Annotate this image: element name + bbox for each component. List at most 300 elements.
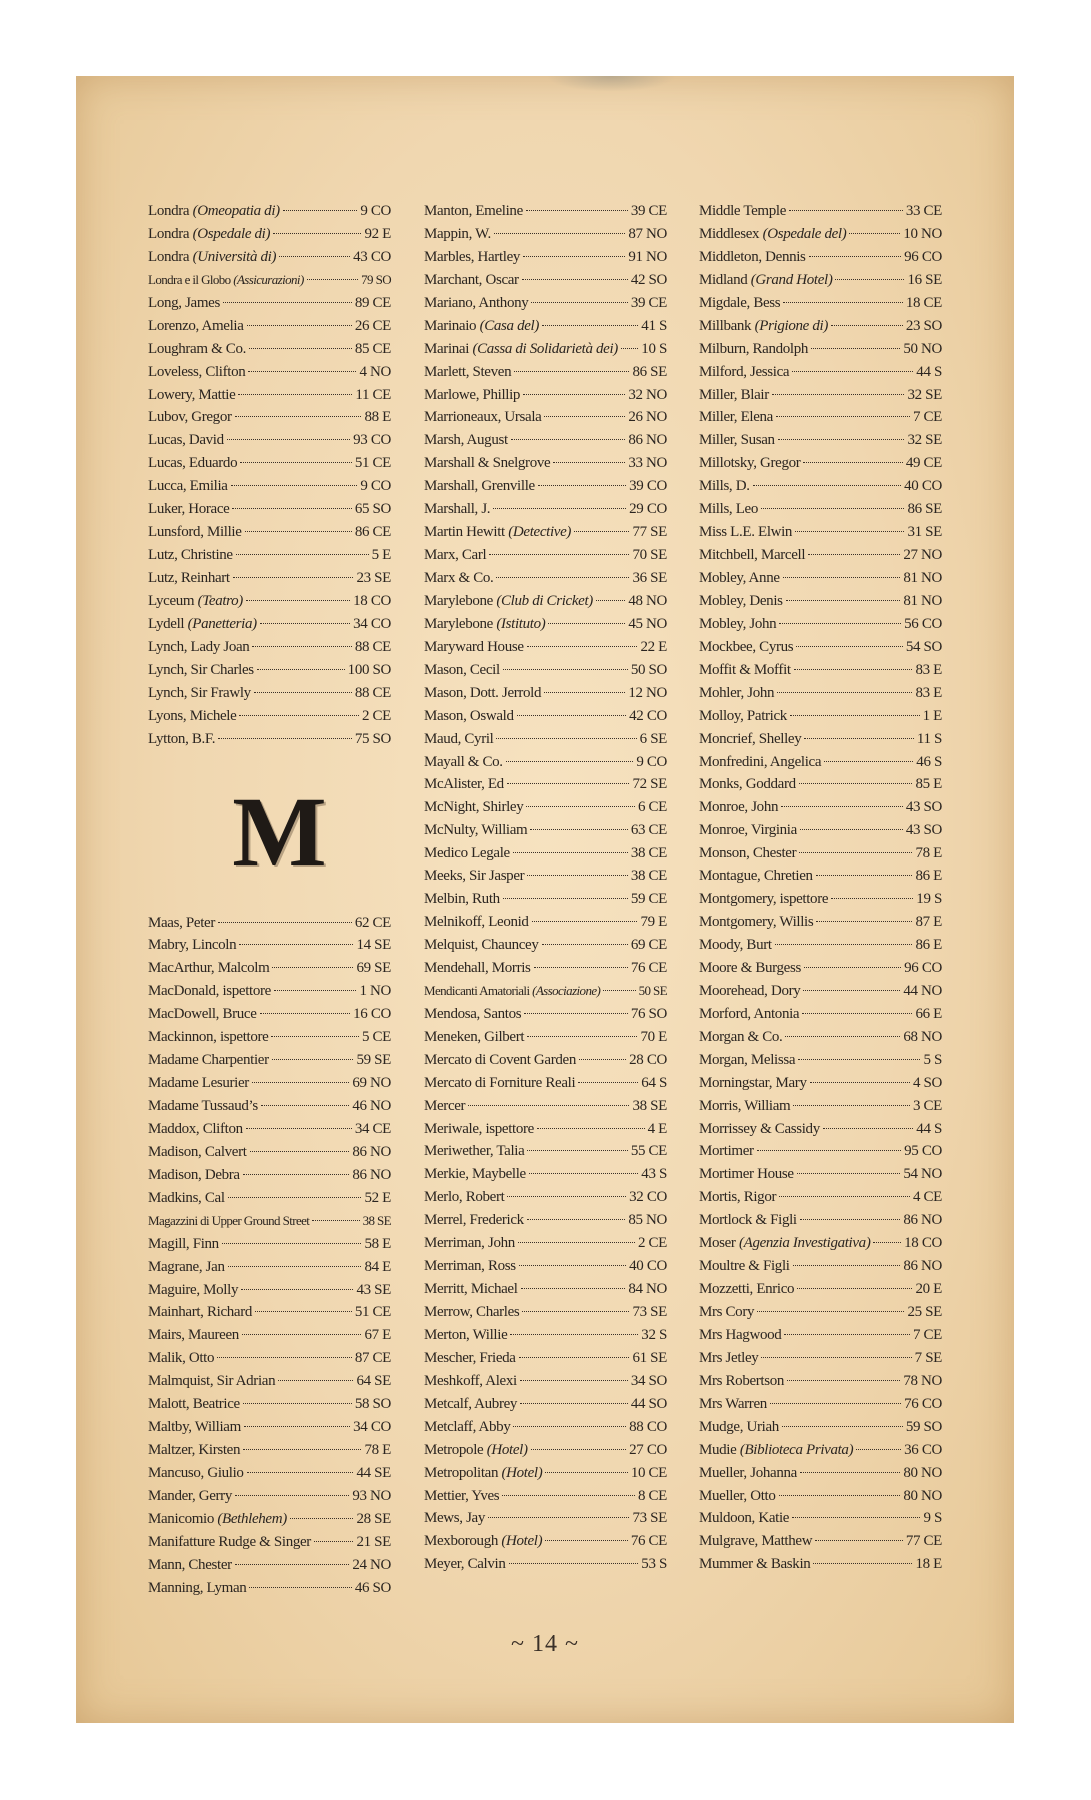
index-entry xyxy=(148,659,391,682)
entry-name-text: Maas, Peter xyxy=(148,914,215,931)
entry-reference: 88 CE xyxy=(354,638,391,655)
index-entry xyxy=(424,613,667,636)
entry-reference: 52 E xyxy=(364,1189,391,1206)
entry-name xyxy=(424,1553,506,1576)
entry-name-text: McAlister, Ed xyxy=(424,776,504,793)
entry-name-text: Metropolitan xyxy=(424,1464,502,1481)
entry-name xyxy=(699,865,813,888)
entry-name xyxy=(699,773,796,796)
index-entry xyxy=(699,842,942,865)
index-entry xyxy=(699,1530,942,1553)
entry-reference: 93 CO xyxy=(353,432,391,449)
index-entry xyxy=(699,1485,942,1508)
entry-name xyxy=(424,911,529,934)
dot-leader xyxy=(808,554,900,555)
page-number: ~ 14 ~ xyxy=(511,1631,579,1657)
entry-name xyxy=(148,1462,244,1485)
entry-name xyxy=(424,567,493,590)
entry-reference: 78 E xyxy=(364,1442,391,1459)
entry-name-text: Merton, Willie xyxy=(424,1326,508,1343)
index-entry xyxy=(148,292,391,315)
entry-name-text: Mills, D. xyxy=(699,478,750,495)
dot-leader xyxy=(503,898,628,899)
entry-name xyxy=(699,819,797,842)
entry-name xyxy=(699,200,786,223)
entry-name-text: McNulty, William xyxy=(424,822,528,839)
index-entry xyxy=(699,246,942,269)
entry-reference: 84 NO xyxy=(628,1281,667,1298)
dot-leader xyxy=(545,1540,628,1541)
entry-reference: 68 NO xyxy=(903,1028,942,1045)
entry-name xyxy=(424,1278,518,1301)
entry-name-text: Mackinnon, ispettore xyxy=(148,1029,269,1046)
entry-name-text: Manning, Lyman xyxy=(148,1579,247,1596)
dot-leader xyxy=(260,1013,351,1014)
index-entry xyxy=(424,429,667,452)
index-entry xyxy=(699,613,942,636)
entry-reference: 38 SE xyxy=(632,1097,667,1114)
index-entry xyxy=(424,498,667,521)
entry-name-text: Mainhart, Richard xyxy=(148,1304,253,1321)
entry-reference: 51 CE xyxy=(354,455,391,472)
entry-name xyxy=(148,361,245,384)
dot-leader xyxy=(314,1541,354,1542)
dot-leader xyxy=(514,371,629,372)
index-entry xyxy=(699,888,942,911)
entry-name-text: Mairs, Maureen xyxy=(148,1327,239,1344)
dot-leader xyxy=(757,1150,901,1151)
entry-reference: 4 E xyxy=(647,1120,667,1137)
entry-reference: 38 SE xyxy=(362,1212,391,1228)
dot-leader xyxy=(802,1013,912,1014)
index-entry xyxy=(148,1187,391,1210)
entry-name-text: Lytton, B.F. xyxy=(148,730,216,747)
entry-name xyxy=(699,1140,754,1163)
dot-leader xyxy=(761,1357,911,1358)
entry-name-text: Lutz, Reinhart xyxy=(148,570,230,586)
entry-reference: 4 SO xyxy=(912,1074,942,1091)
entry-name-text: Mobley, Denis xyxy=(699,592,783,609)
entry-reference: 85 E xyxy=(915,776,942,793)
dot-leader xyxy=(502,1495,635,1496)
dot-leader xyxy=(530,829,627,830)
dot-leader xyxy=(307,279,358,280)
entry-name-text: MacDowell, Bruce xyxy=(148,1006,257,1023)
entry-reference: 92 E xyxy=(364,225,391,242)
entry-name xyxy=(424,659,500,682)
entry-name-text: Muldoon, Katie xyxy=(699,1510,790,1527)
entry-name-text: Londra e il Globo xyxy=(148,271,234,287)
entry-reference: 69 SE xyxy=(356,960,391,977)
entry-reference: 40 CO xyxy=(904,478,942,495)
entry-name-qualifier: (Università di) xyxy=(192,248,277,265)
entry-name xyxy=(148,567,230,590)
dot-leader xyxy=(290,1518,354,1519)
index-entry xyxy=(424,338,667,361)
entry-name-text: Mancuso, Giulio xyxy=(148,1465,244,1481)
entry-name xyxy=(699,1209,797,1232)
entry-reference: 32 S xyxy=(641,1326,667,1343)
index-entry xyxy=(699,1255,942,1278)
entry-reference: 38 CE xyxy=(630,845,667,862)
entry-reference: 59 SE xyxy=(356,1052,391,1069)
entry-reference: 14 SE xyxy=(356,937,391,954)
entry-reference: 50 NO xyxy=(903,340,942,357)
dot-leader xyxy=(527,1219,625,1220)
entry-name xyxy=(148,1164,240,1187)
entry-reference: 64 SE xyxy=(356,1373,391,1390)
index-entry xyxy=(148,1118,391,1141)
dot-leader xyxy=(272,967,353,968)
entry-name xyxy=(148,223,270,246)
dot-leader xyxy=(252,646,351,647)
index-entry xyxy=(148,1439,391,1462)
entry-name xyxy=(148,728,215,751)
entry-reference: 27 NO xyxy=(903,547,942,564)
entry-name xyxy=(424,636,524,659)
entry-name-text: Mariano, Anthony xyxy=(424,294,529,311)
index-entry xyxy=(699,384,942,407)
entry-reference: 39 CE xyxy=(630,203,667,219)
entry-name-text: Moffit & Moffit xyxy=(699,661,791,678)
index-entry xyxy=(148,636,391,659)
entry-reference: 88 CO xyxy=(629,1418,667,1435)
index-entry xyxy=(699,1232,942,1255)
entry-name xyxy=(699,751,821,774)
entry-reference: 80 NO xyxy=(903,1464,942,1481)
entry-name xyxy=(699,544,805,567)
index-entry xyxy=(148,613,391,636)
entry-name xyxy=(699,705,787,728)
entry-name-text: Morningstar, Mary xyxy=(699,1074,807,1091)
dot-leader xyxy=(223,302,352,303)
index-entry xyxy=(148,728,391,751)
index-entry xyxy=(424,521,667,544)
dot-leader xyxy=(242,1334,362,1335)
entry-reference: 44 NO xyxy=(903,982,942,999)
entry-name xyxy=(148,1577,246,1600)
entry-name xyxy=(424,1072,575,1095)
index-entry xyxy=(424,796,667,819)
entry-name xyxy=(148,1072,249,1095)
entry-name-text: Lynch, Sir Charles xyxy=(148,661,254,678)
entry-name-text: Meshkoff, Alexi xyxy=(424,1372,517,1389)
entry-reference: 65 SO xyxy=(354,501,391,518)
dot-leader xyxy=(596,600,625,601)
entry-reference: 91 NO xyxy=(628,248,667,265)
index-entry xyxy=(699,361,942,384)
entry-name xyxy=(699,1072,807,1095)
entry-reference: 20 E xyxy=(915,1281,942,1298)
entry-name xyxy=(424,590,593,613)
entry-name-text: Midland xyxy=(699,271,751,288)
entry-name xyxy=(699,911,813,934)
entry-reference: 6 SE xyxy=(639,730,667,747)
index-entry xyxy=(148,246,391,269)
dot-leader xyxy=(255,1311,352,1312)
section-letter: M xyxy=(232,775,327,887)
entry-name-text: Manifatture Rudge & Singer xyxy=(148,1533,311,1550)
entry-name xyxy=(424,796,523,819)
dot-leader xyxy=(538,485,626,486)
entry-name-text: Miller, Blair xyxy=(699,386,769,403)
dot-leader xyxy=(800,829,903,830)
entry-name-qualifier: (Hotel) xyxy=(486,1441,528,1458)
entry-name xyxy=(424,475,535,498)
dot-leader xyxy=(228,1197,362,1198)
index-entry xyxy=(424,819,667,842)
entry-name xyxy=(424,246,520,269)
dot-leader xyxy=(228,1266,362,1267)
entry-name xyxy=(148,1118,243,1141)
index-entry xyxy=(148,269,391,292)
entry-reference: 5 CE xyxy=(361,1029,391,1046)
entry-name-text: Madison, Debra xyxy=(148,1166,240,1183)
entry-reference: 89 CE xyxy=(354,294,391,311)
dot-leader xyxy=(785,1036,900,1037)
dot-leader xyxy=(243,1174,350,1175)
index-entry xyxy=(424,1049,667,1072)
entry-name-qualifier: (Grand Hotel) xyxy=(750,271,833,288)
entry-name-text: Montague, Chretien xyxy=(699,868,813,885)
index-entry xyxy=(424,1347,667,1370)
dot-leader xyxy=(797,1173,901,1174)
entry-reference: 100 SO xyxy=(347,661,391,678)
index-entry xyxy=(424,246,667,269)
entry-reference: 87 NO xyxy=(628,225,667,242)
entry-reference: 41 S xyxy=(641,317,667,334)
entry-name-text: Meneken, Gilbert xyxy=(424,1028,525,1045)
dot-leader xyxy=(803,462,902,463)
directory-page xyxy=(76,76,1014,1723)
index-entry xyxy=(699,1278,942,1301)
index-entry xyxy=(699,1416,942,1439)
dot-leader xyxy=(784,1334,910,1335)
entry-reference: 6 CE xyxy=(637,799,667,816)
dot-leader xyxy=(537,1128,645,1129)
index-column-1 xyxy=(148,200,391,1600)
index-entry xyxy=(699,705,942,728)
entry-name-text: Millotsky, Gregor xyxy=(699,455,801,472)
entry-name-text: Maltzer, Kirsten xyxy=(148,1442,241,1459)
entry-reference: 43 S xyxy=(641,1166,667,1183)
entry-name xyxy=(699,1370,784,1393)
entry-reference: 24 NO xyxy=(352,1556,391,1573)
entry-name xyxy=(148,521,242,544)
entry-name xyxy=(699,1553,810,1576)
index-entry xyxy=(699,1370,942,1393)
dot-leader xyxy=(873,1242,901,1243)
entry-name xyxy=(148,1347,214,1370)
entry-reference: 81 NO xyxy=(903,570,942,586)
entry-name-text: Marrioneaux, Ursala xyxy=(424,409,542,426)
entry-name-text: Londra xyxy=(148,203,193,219)
entry-name-text: Meriwale, ispettore xyxy=(424,1120,534,1137)
dot-leader xyxy=(553,462,625,463)
dot-leader xyxy=(517,715,627,716)
entry-reference: 26 NO xyxy=(628,409,667,426)
entry-reference: 28 CO xyxy=(629,1051,667,1068)
dot-leader xyxy=(261,1105,349,1106)
entry-name xyxy=(148,338,246,361)
entry-name-text: Monroe, Virginia xyxy=(699,822,797,839)
entry-name xyxy=(424,1003,521,1026)
dot-leader xyxy=(235,1495,349,1496)
dot-leader xyxy=(519,1265,626,1266)
entry-reference: 21 SE xyxy=(356,1533,391,1550)
entry-name xyxy=(148,1003,257,1026)
entry-name xyxy=(424,338,618,361)
index-entry xyxy=(699,1003,942,1026)
dot-leader xyxy=(521,1288,626,1289)
entry-name-qualifier: (Panetteria) xyxy=(187,615,257,632)
index-entry xyxy=(424,1255,667,1278)
entry-name xyxy=(699,1416,779,1439)
dot-leader xyxy=(809,256,902,257)
index-column-2 xyxy=(424,200,667,1576)
entry-name-text: Mortimer xyxy=(699,1143,754,1160)
entry-name-text: Mendosa, Santos xyxy=(424,1005,522,1022)
entry-reference: 10 CE xyxy=(630,1464,667,1481)
entry-reference: 7 CE xyxy=(912,409,942,426)
entry-name-text: Melnikoff, Leonid xyxy=(424,914,529,931)
index-entry xyxy=(424,1324,667,1347)
dot-leader xyxy=(816,921,912,922)
entry-reference: 77 SE xyxy=(632,524,667,541)
entry-reference: 34 CO xyxy=(353,615,391,632)
entry-name xyxy=(424,1416,510,1439)
entry-name-qualifier: (Bethlehem) xyxy=(217,1510,287,1527)
entry-name xyxy=(424,1301,519,1324)
entry-reference: 93 NO xyxy=(352,1487,391,1504)
entry-name xyxy=(699,269,832,292)
index-entry xyxy=(424,911,667,934)
entry-name xyxy=(424,200,523,223)
entry-reference: 32 SE xyxy=(907,386,942,403)
entry-name-text: Mercer xyxy=(424,1097,466,1114)
entry-name xyxy=(699,1324,781,1347)
dot-leader xyxy=(233,577,354,578)
dot-leader xyxy=(783,577,901,578)
index-entry xyxy=(699,1072,942,1095)
dot-leader xyxy=(231,485,358,486)
entry-reference: 8 CE xyxy=(637,1487,667,1504)
dot-leader xyxy=(527,875,628,876)
entry-reference: 18 E xyxy=(915,1556,942,1573)
entry-reference: 23 SE xyxy=(356,570,391,586)
index-entry xyxy=(424,544,667,567)
dot-leader xyxy=(279,256,350,257)
dot-leader xyxy=(218,922,352,923)
dot-leader xyxy=(778,439,905,440)
entry-name-text: Mitchbell, Marcell xyxy=(699,547,806,564)
entry-name xyxy=(148,1508,287,1531)
dot-leader xyxy=(235,416,362,417)
index-entry xyxy=(699,1507,942,1530)
index-entry xyxy=(424,1416,667,1439)
index-entry xyxy=(148,361,391,384)
dot-leader xyxy=(522,279,628,280)
entry-name xyxy=(424,1049,576,1072)
dot-leader xyxy=(227,439,350,440)
entry-name-text: Mills, Leo xyxy=(699,501,758,518)
index-entry xyxy=(148,1301,391,1324)
entry-reference: 79 E xyxy=(640,914,667,931)
entry-name xyxy=(148,1531,311,1554)
entry-reference: 2 CE xyxy=(637,1235,667,1252)
entry-name xyxy=(699,498,758,521)
index-entry xyxy=(148,1003,391,1026)
entry-name-text: Merriman, Ross xyxy=(424,1258,516,1275)
entry-reference: 1 NO xyxy=(359,983,391,1000)
entry-name-text: Lowery, Mattie xyxy=(148,386,236,403)
index-entry xyxy=(699,1118,942,1141)
entry-name-text: Marlowe, Phillip xyxy=(424,386,521,403)
index-entry xyxy=(148,1164,391,1187)
dot-leader xyxy=(522,1311,629,1312)
dot-leader xyxy=(831,325,903,326)
entry-name-text: Mulgrave, Matthew xyxy=(699,1533,813,1550)
dot-leader xyxy=(222,1243,362,1244)
entry-reference: 86 NO xyxy=(352,1166,391,1183)
entry-reference: 56 CO xyxy=(904,615,942,632)
entry-reference: 50 SO xyxy=(630,661,667,678)
dot-leader xyxy=(795,531,904,532)
entry-reference: 34 SO xyxy=(630,1372,667,1389)
entry-reference: 26 CE xyxy=(354,317,391,334)
entry-name xyxy=(424,705,514,728)
entry-name-text: Mann, Chester xyxy=(148,1556,232,1573)
index-entry xyxy=(699,1393,942,1416)
entry-name-text: Mabry, Lincoln xyxy=(148,937,237,954)
dot-leader xyxy=(856,1449,901,1450)
entry-name-text: Malik, Otto xyxy=(148,1350,215,1367)
index-entry xyxy=(424,1553,667,1576)
index-entry xyxy=(699,1462,942,1485)
entry-reference: 9 CO xyxy=(360,478,391,495)
entry-name-text: Miller, Susan xyxy=(699,432,775,449)
dot-leader xyxy=(799,852,912,853)
entry-name xyxy=(699,1118,820,1141)
dot-leader xyxy=(244,1426,350,1427)
index-entry xyxy=(699,590,942,613)
index-entry xyxy=(699,682,942,705)
entry-name-text: Lunsford, Millie xyxy=(148,524,242,541)
entry-name xyxy=(699,384,769,407)
index-entry xyxy=(424,315,667,338)
entry-reference: 10 NO xyxy=(903,225,942,242)
entry-name xyxy=(699,636,793,659)
dot-leader xyxy=(775,944,913,945)
entry-name-text: MacDonald, ispettore xyxy=(148,983,271,1000)
index-entry xyxy=(148,1416,391,1439)
entry-reference: 86 E xyxy=(915,868,942,885)
dot-leader xyxy=(542,325,638,326)
dot-leader xyxy=(513,1426,626,1427)
entry-name-text: Merriman, John xyxy=(424,1235,515,1252)
entry-name-text: Luker, Horace xyxy=(148,501,230,518)
dot-leader xyxy=(271,1036,358,1037)
index-entry xyxy=(148,980,391,1003)
entry-name-text: Lorenzo, Amelia xyxy=(148,317,244,334)
entry-name xyxy=(424,1186,504,1209)
index-entry xyxy=(424,1393,667,1416)
dot-leader xyxy=(246,1128,352,1129)
entry-name-text: MacArthur, Malcolm xyxy=(148,960,270,977)
dot-leader xyxy=(835,279,904,280)
entry-name-text: Morgan & Co. xyxy=(699,1028,783,1045)
entry-name-qualifier: (Omeopatia di) xyxy=(192,203,280,219)
